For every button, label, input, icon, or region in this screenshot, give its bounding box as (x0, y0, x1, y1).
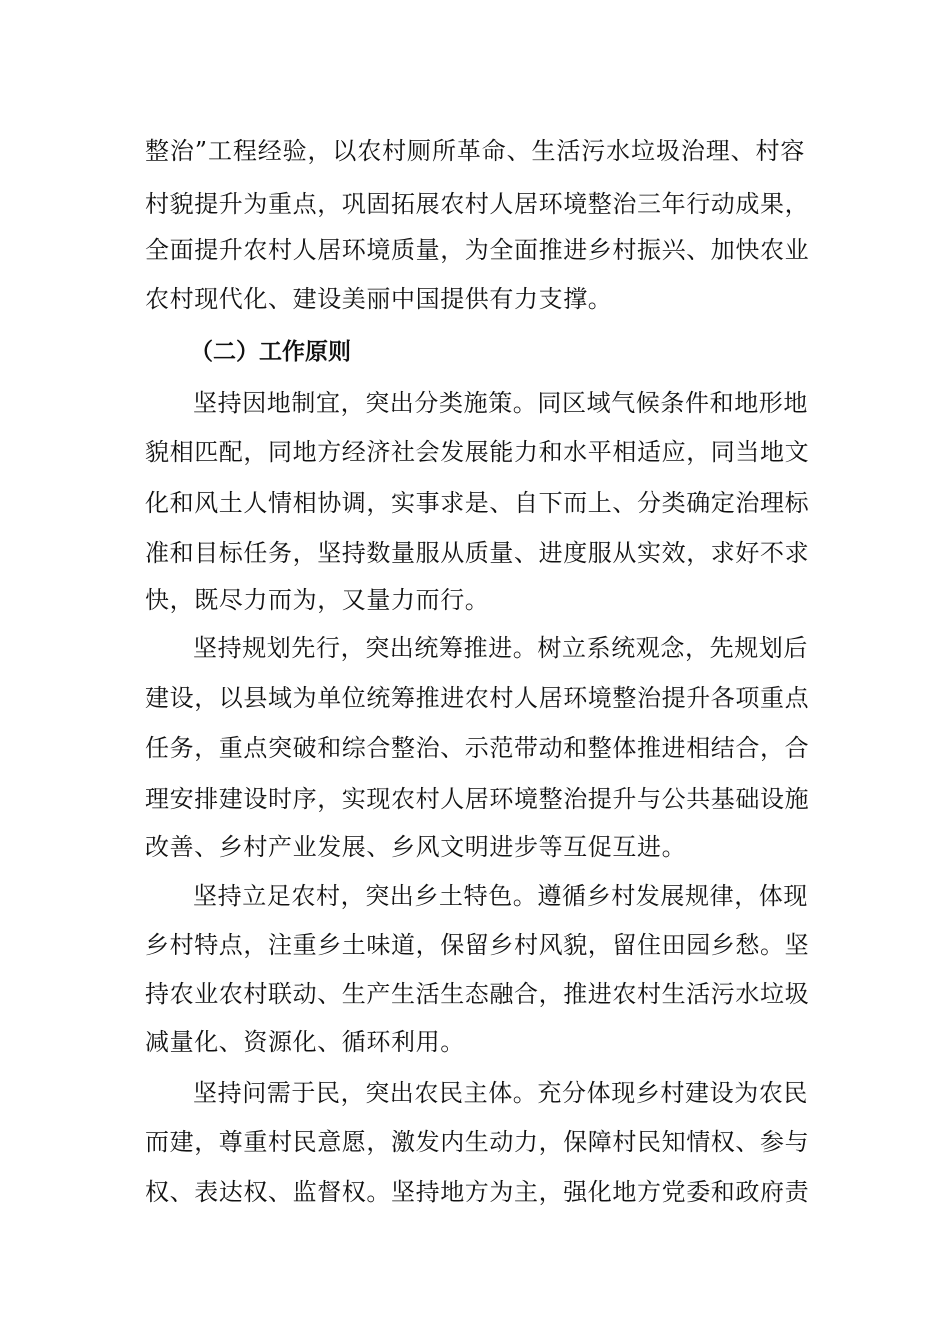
paragraph-line: 准和目标任务，坚持数量服从质量、进度服从实效，求好不求 (145, 539, 810, 567)
paragraph-line: 整治”工程经验，以农村厕所革命、生活污水垃圾治理、村容 (145, 137, 805, 165)
paragraph-line: 坚持规划先行，突出统筹推进。树立系统观念，先规划后 (193, 634, 808, 662)
paragraph-line: 快，既尽力而为，又量力而行。 (145, 586, 490, 614)
paragraph-line: 村貌提升为重点，巩固拓展农村人居环境整治三年行动成果， (145, 190, 810, 218)
paragraph-line: 化和风土人情相协调，实事求是、自下而上、分类确定治理标 (145, 489, 810, 517)
paragraph-line: 持农业农村联动、生产生活生态融合，推进农村生活污水垃圾 (145, 980, 810, 1008)
paragraph-line: 而建，尊重村民意愿，激发内生动力，保障村民知情权、参与 (145, 1128, 810, 1156)
paragraph-line: 貌相匹配，同地方经济社会发展能力和水平相适应，同当地文 (145, 438, 810, 466)
paragraph-line: 任务，重点突破和综合整治、示范带动和整体推进相结合，合 (145, 734, 810, 762)
paragraph-line: 农村现代化、建设美丽中国提供有力支撑。 (145, 285, 613, 313)
paragraph-line: 权、表达权、监督权。坚持地方为主，强化地方党委和政府责 (145, 1178, 810, 1206)
paragraph-line: 坚持问需于民，突出农民主体。充分体现乡村建设为农民 (193, 1079, 808, 1107)
paragraph-line: 理安排建设时序，实现农村人居环境整治提升与公共基础设施 (145, 785, 810, 813)
paragraph-line: 建设，以县域为单位统筹推进农村人居环境整治提升各项重点 (145, 684, 810, 712)
paragraph-line: 坚持因地制宜，突出分类施策。同区域气候条件和地形地 (193, 389, 808, 417)
paragraph-line: 减量化、资源化、循环利用。 (145, 1028, 465, 1056)
paragraph-line: 乡村特点，注重乡土味道，保留乡村风貌，留住田园乡愁。坚 (145, 931, 810, 959)
paragraph-line: 改善、乡村产业发展、乡风文明进步等互促互进。 (145, 833, 687, 861)
section-heading: （二）工作原则 (190, 339, 351, 365)
paragraph-line: 全面提升农村人居环境质量，为全面推进乡村振兴、加快农业 (145, 236, 810, 264)
paragraph-line: 坚持立足农村，突出乡土特色。遵循乡村发展规律，体现 (193, 882, 808, 910)
